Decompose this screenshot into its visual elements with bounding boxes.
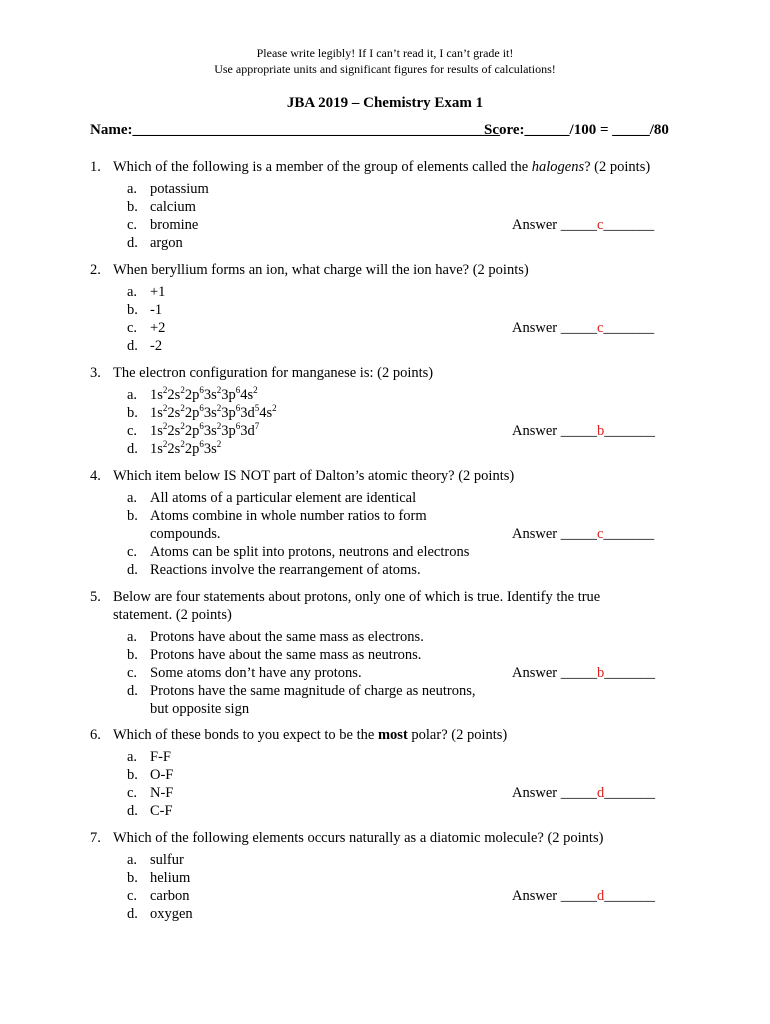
answer-value: d <box>596 785 605 801</box>
option-5d: d. Protons have the same magnitude of charge as neutrons, <box>127 683 476 699</box>
question-stem: Which of these bonds to you expect to be the most polar? (2 points) <box>113 727 508 743</box>
option-1c: c. bromine <box>127 217 199 233</box>
option-4b: b. Atoms combine in whole number ratios to form <box>127 508 427 524</box>
question-number: 1. <box>90 159 101 175</box>
question-stem: Which item below IS NOT part of Dalton’s atomic theory? (2 points) <box>113 468 515 484</box>
answer-3: Answer _____b_______ <box>512 423 655 439</box>
exam-title: JBA 2019 – Chemistry Exam 1 <box>286 95 484 111</box>
option-7c: c. carbon <box>127 888 190 904</box>
answer-4: Answer _____c_______ <box>512 526 655 542</box>
option-7a: a. sulfur <box>127 852 184 868</box>
answer-value: c <box>596 217 604 233</box>
question-7 <box>90 829 690 847</box>
option-2b: b. -1 <box>127 302 163 318</box>
option-6d: d. C-F <box>127 803 173 819</box>
answer-5: Answer _____b_______ <box>512 665 655 681</box>
question-stem: Below are four statements about protons, only one of which is true. Identify the true <box>113 589 601 605</box>
question-stem: Which of the following elements occurs naturally as a diatomic molecule? (2 points) <box>113 830 604 846</box>
option-4c: c. Atoms can be split into protons, neutrons and electrons <box>127 544 470 560</box>
header-line-1: Please write legibly! If I can’t read it, I can’t grade it! <box>256 46 514 60</box>
option-4d: d. Reactions involve the rearrangement of atoms. <box>127 562 421 578</box>
question-6 <box>90 726 690 744</box>
option-5d-cont: but opposite sign <box>150 701 250 717</box>
option-1b: b. calcium <box>127 199 196 215</box>
option-4a: a. All atoms of a particular element are identical <box>127 490 417 506</box>
option-3a: a. $1s^22s^22p^63s^23p^64s^2$ <box>127 385 258 403</box>
option-2c: c. +2 <box>127 320 166 336</box>
question-4 <box>90 467 690 485</box>
answer-value: c <box>596 526 604 542</box>
answer-value: b <box>596 423 605 439</box>
question-stem: The electron configuration for manganese is: (2 points) <box>113 365 434 381</box>
option-4b-cont: compounds. <box>150 526 221 542</box>
option-1a: a. potassium <box>127 181 209 197</box>
option-7d: d. oxygen <box>127 906 193 922</box>
option-6a: a. F-F <box>127 749 171 765</box>
option-6c: c. N-F <box>127 785 174 801</box>
answer-value: d <box>596 888 605 904</box>
answer-7: Answer _____d_______ <box>512 888 655 904</box>
option-6b: b. O-F <box>127 767 174 783</box>
answer-1: Answer _____c_______ <box>512 217 655 233</box>
question-stem-cont: statement. (2 points) <box>113 607 232 623</box>
option-3d: d. $1s^22s^22p^63s^2$ <box>127 439 222 457</box>
question-5 <box>90 588 690 624</box>
score-field: Score:______/100 = _____/80 <box>484 122 669 138</box>
option-5c: c. Some atoms don’t have any protons. <box>127 665 362 681</box>
answer-2: Answer _____c_______ <box>512 320 655 336</box>
question-number: 4. <box>90 468 101 484</box>
question-1 <box>90 158 690 176</box>
option-2d: d. -2 <box>127 338 163 354</box>
question-number: 7. <box>90 830 101 846</box>
question-2 <box>90 261 690 279</box>
question-3 <box>90 364 690 382</box>
answer-value: b <box>596 665 605 681</box>
option-5b: b. Protons have about the same mass as neutrons. <box>127 647 422 663</box>
answer-value: c <box>596 320 604 336</box>
question-stem: Which of the following is a member of the group of elements called the halogens? (2 points) <box>113 159 651 175</box>
option-2a: a. +1 <box>127 284 166 300</box>
option-1d: d. argon <box>127 235 183 251</box>
question-number: 2. <box>90 262 101 278</box>
question-number: 6. <box>90 727 101 743</box>
question-number: 3. <box>90 365 101 381</box>
option-3b: b. $1s^22s^22p^63s^23p^63d^54s^2$ <box>127 403 277 421</box>
option-3c: c. $1s^22s^22p^63s^23p^63d^7$ <box>127 421 260 439</box>
header-line-2: Use appropriate units and significant figures for results of calculations! <box>214 62 556 76</box>
question-stem: When beryllium forms an ion, what charge will the ion have? (2 points) <box>113 262 529 278</box>
option-5a: a. Protons have about the same mass as electrons. <box>127 629 424 645</box>
option-7b: b. helium <box>127 870 191 886</box>
question-number: 5. <box>90 589 101 605</box>
name-field: Name:_________________________________________________ <box>90 122 500 138</box>
answer-6: Answer _____d_______ <box>512 785 655 801</box>
